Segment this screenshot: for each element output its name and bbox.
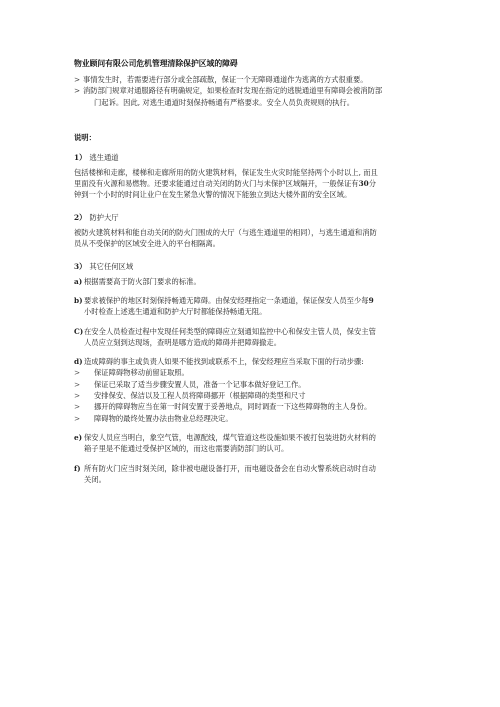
item-d-bullet: [74, 379, 442, 390]
bullet-text: 保证障碍物移动前留证取照。: [94, 368, 189, 378]
bullet-text: 保证已采取了适当步骤安置人员，准备一个记事本做好登记工作。: [94, 379, 306, 389]
item-b-line-2: 小时检查上述逃生通道和防护大厅时都能保持畅通无阻。: [84, 307, 267, 317]
item-f-text: [84, 463, 442, 486]
item-d-bullet: [74, 367, 442, 378]
item-b-line-1: 要求被保护的地区时刻保持畅通无障碍。由保安经理指定一条通道，保证保安人员至少每: [84, 295, 369, 305]
intro-item-2: [74, 85, 442, 96]
item-f-line-2: 关闭。: [84, 474, 106, 484]
item-d-letter: d): [74, 357, 83, 367]
section-1-body: [74, 167, 442, 201]
document-title: 物业顾问有限公司危机管理清除保护区域的障碍: [74, 59, 238, 68]
intro-text-2-continued: 门起诉。因此, 对逃生通道时刻保持畅通有严格要求。安全人员负责规则的执行。: [94, 97, 355, 107]
intro-text-2: 消防部门规章对通服路径有明确规定，如果检查时发现在指定的逃脱通道里有障碍会被消防部: [83, 86, 383, 96]
item-b: [74, 295, 442, 318]
section-1-title: 逃生通道: [89, 153, 119, 163]
item-c-text: [84, 326, 442, 349]
item-b-letter: b): [74, 295, 83, 305]
section-1-line-2: [74, 178, 442, 189]
bullet-marker: >: [74, 391, 81, 401]
item-f-line-1: 所有防火门应当时刻关闭，除非被电磁设备打开，而电磁设备会在自动火警系统启动时自动: [84, 463, 376, 473]
item-a-text: 根据需要高于防火部门要求的标准。: [84, 276, 201, 286]
bullet-text: 安排保安、保洁以及工程人员将障碍挪开（根据障碍的类型和尺寸: [94, 391, 306, 401]
section-2-body: [74, 227, 442, 250]
item-e-line-1: 保安人员应当明白，象空气管，电源配线，煤气管道这些设施如果不被打包装进防火材料的: [84, 432, 376, 442]
section-1-line-3: 钟到一个小时的时间让业户在发生紧急火警的情况下能独立到达大楼外面的安全区域。: [74, 190, 352, 200]
section-1-number: 1）: [74, 153, 87, 163]
section-2-number: 2）: [74, 213, 87, 223]
section-1-heading: [74, 152, 442, 163]
section-1-bold-number: 30: [358, 178, 369, 188]
section-2-line-2: 员从不受保护的区域安全进入的平台相隔离。: [74, 239, 220, 249]
item-f: [74, 463, 442, 486]
section-1-line-2-tail: 分: [368, 178, 377, 188]
item-e-letter: e): [74, 432, 83, 442]
arrow-marker: >: [74, 86, 81, 96]
item-b-bold-number: 9: [368, 295, 374, 305]
item-a: [74, 276, 442, 287]
intro-item-1: [74, 74, 442, 85]
notes-label: 说明：: [74, 132, 96, 142]
section-2-title: 防护大厅: [89, 213, 119, 223]
item-c-line-1: 在安全人员检查过程中发现任何类型的障碍应立刻通知监控中心和保安主管人员，保安主管: [84, 326, 376, 336]
bullet-text: 障碍物的最终处置办法由物业总经理决定。: [94, 413, 233, 423]
bullet-marker: >: [74, 413, 81, 423]
item-c-letter: C): [74, 326, 84, 336]
section-1-line-1: 包括楼梯和走廊，楼梯和走廊所用的防火建筑材料，保证发生火灾时能坚持两个小时以上, 而且: [74, 167, 378, 177]
item-b-text: [84, 295, 442, 318]
item-e-line-2: 箱子里是不能通过受保护区域的，而这也需要消防部门的认可。: [84, 444, 289, 454]
item-d-bullet: [74, 413, 442, 424]
section-2-line-1: 被防火建筑材料和能自动关闭的防火门围成的大厅（与逃生通道里的相同），与逃生通道和消防: [74, 227, 377, 237]
item-e: [74, 432, 442, 455]
arrow-marker: >: [74, 75, 81, 85]
section-2-heading: [74, 212, 442, 223]
section-3-title: 其它任何区域: [89, 262, 134, 272]
bullet-marker: >: [74, 368, 81, 378]
item-d-text: 造成障碍的事主或负责人如果不能找到或联系不上，保安经理应当采取下面的行动步骤:: [84, 357, 364, 367]
item-f-letter: f): [74, 463, 81, 473]
item-d-bullet: [74, 401, 442, 412]
bullet-text: 挪开的障碍物应当在第一时间安置于妥善地点，同时调查一下这些障碍物的主人身份。: [94, 402, 372, 412]
section-1-line-2-text: 里面没有火源和易燃物。还要求能通过自动关闭的防火门与未保护区域隔开，一般保证有: [74, 178, 359, 188]
item-c: [74, 326, 442, 349]
intro-text-1: 事情发生时，若需要进行部分或全部疏散，保证一个无障碍通道作为逃离的方式很重要。: [83, 75, 368, 85]
bullet-marker: >: [74, 402, 81, 412]
section-3-number: 3）: [74, 262, 87, 272]
item-d-bullet: [74, 390, 442, 401]
item-d: [74, 356, 442, 367]
item-a-letter: a): [74, 276, 83, 286]
bullet-marker: >: [74, 379, 81, 389]
item-e-text: [84, 432, 442, 455]
item-c-line-2: 人员应立刻到达现场，查明是哪方造成的障碍并把障碍撤走。: [84, 337, 282, 347]
section-3-heading: [74, 261, 442, 272]
